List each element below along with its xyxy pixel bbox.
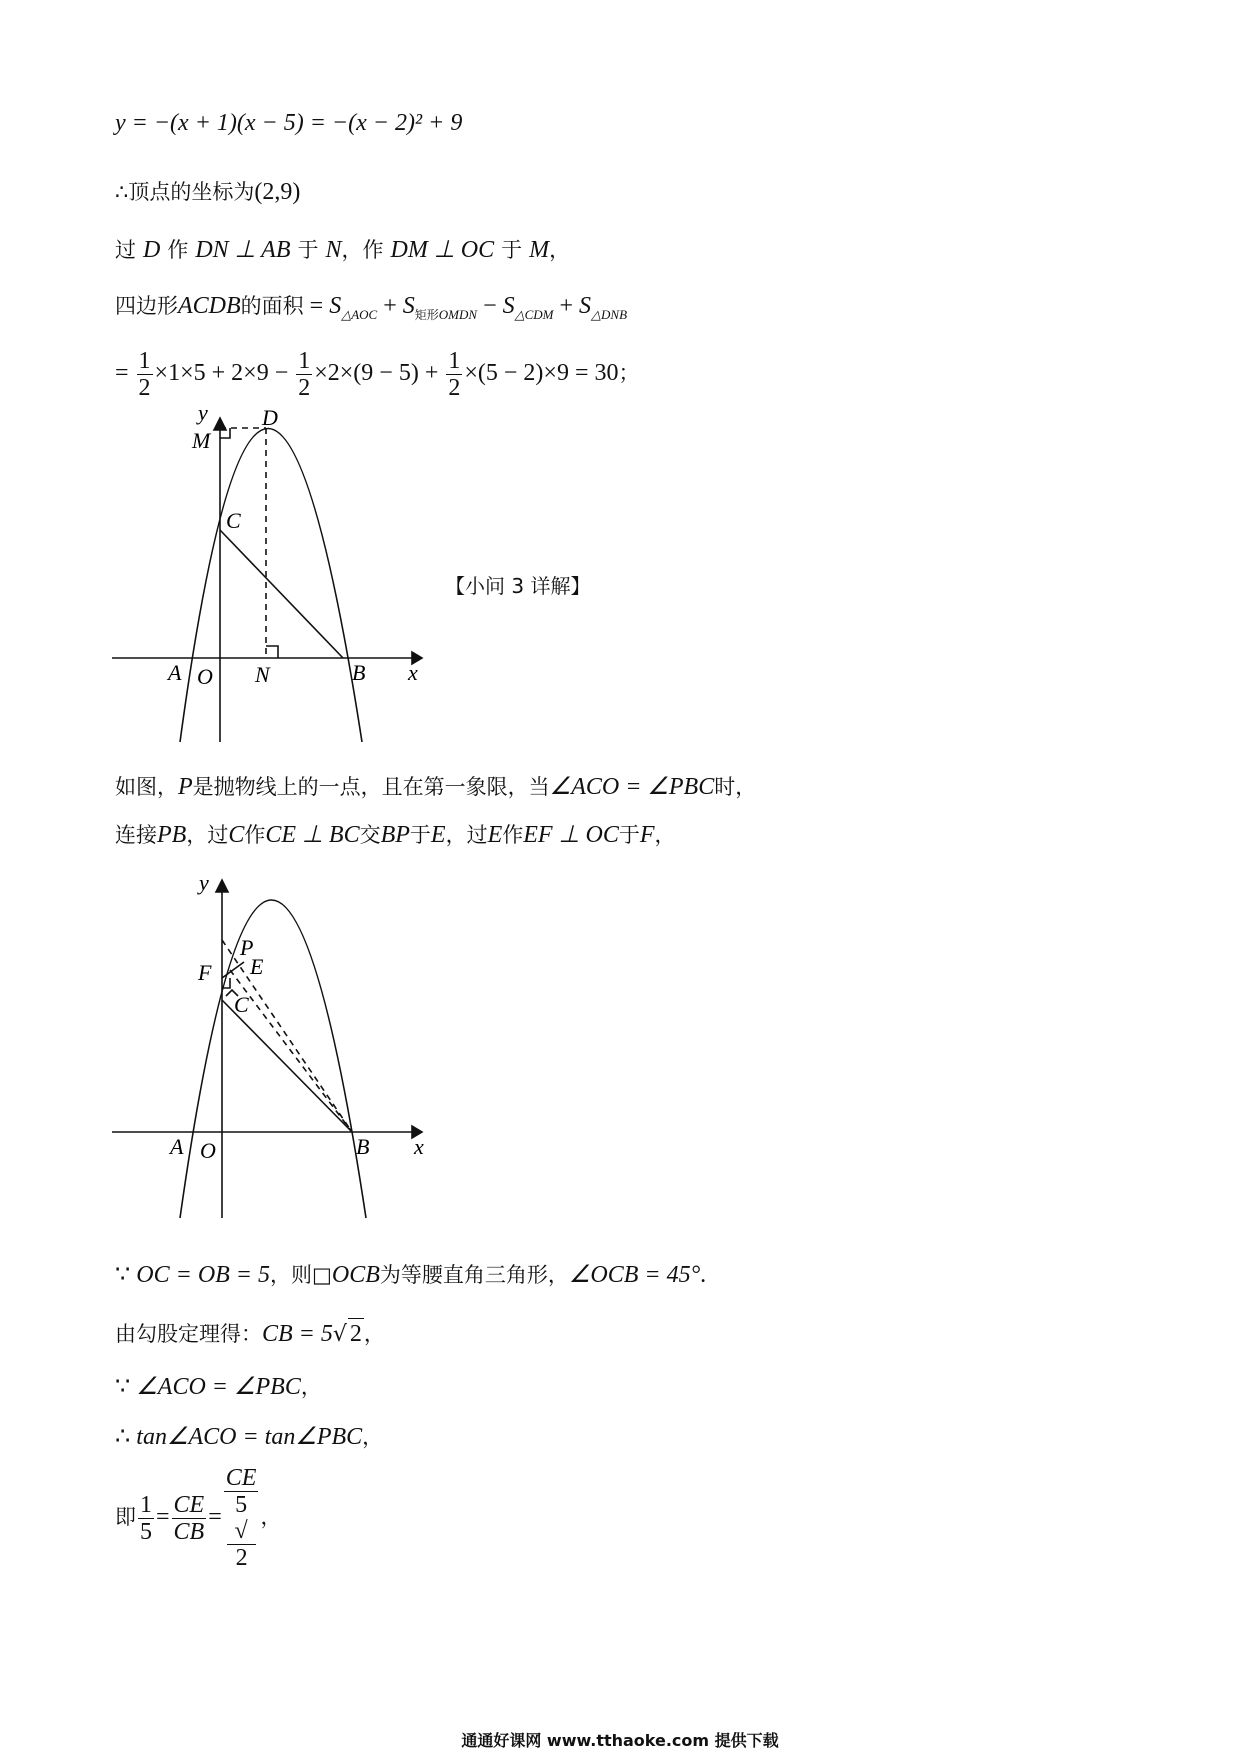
ratio-line	[115, 1465, 281, 1571]
area-formula-line: 四边形ACDB的面积 = $S_{\triangle AOC} + S_{矩形OMDN} - S_{\triangle CDM} + S_{\triangle DNB}$	[115, 293, 628, 322]
denominator: 2	[138, 374, 151, 401]
fraction	[446, 348, 462, 401]
fraction	[137, 348, 153, 401]
parabola-curve	[180, 429, 362, 743]
denominator: CB	[173, 1518, 205, 1545]
equation-vertex-form: y = −(x + 1)(x − 5) = −(x − 2)² + 9	[115, 110, 463, 136]
segment-CB	[220, 530, 343, 658]
math-seg: F	[639, 822, 655, 848]
math-seg: C	[228, 822, 245, 848]
text-seg: 即	[115, 1505, 136, 1529]
construction-line-1	[115, 235, 570, 266]
text-seg: ，作	[341, 238, 384, 262]
subscript-en: OMDN	[438, 307, 478, 322]
numerator: 1	[448, 347, 461, 374]
math-seg: ∵	[115, 1262, 137, 1288]
angle-equal-line	[115, 1372, 322, 1403]
text-seg: 是抛物线上的一点，且在第一象限，当	[192, 775, 550, 799]
fraction	[224, 1465, 259, 1571]
numerator: CE	[173, 1491, 205, 1518]
label-E: E	[250, 954, 264, 979]
label-M: M	[192, 428, 211, 453]
denominator: 2	[448, 374, 461, 401]
label-F: F	[198, 960, 212, 985]
text-seg: 如图，	[115, 775, 178, 799]
math-seg: OCB	[331, 1262, 380, 1288]
text-seg: ；	[618, 361, 640, 385]
label-x: x	[408, 660, 418, 685]
label-P: P	[240, 935, 254, 960]
text-seg: ，过	[445, 823, 488, 847]
text-seg: 四边形	[115, 294, 178, 318]
math-seg: P	[178, 774, 193, 800]
fraction	[138, 1492, 154, 1545]
tan-equal-line	[115, 1422, 383, 1453]
isosceles-line	[115, 1260, 706, 1291]
construction-line-2	[115, 820, 676, 851]
segment-CE	[222, 962, 244, 978]
denominator-coef: 5	[235, 1492, 248, 1518]
text-seg: ，	[654, 823, 676, 847]
label-A: A	[170, 1134, 184, 1159]
text-seg: 于	[409, 823, 431, 847]
text-seg: 交	[359, 823, 381, 847]
text-seg: ，	[549, 238, 571, 262]
numerator: 1	[298, 347, 311, 374]
text-seg: 为等腰直角三角形，	[379, 1263, 569, 1287]
text-seg: 过	[115, 238, 136, 262]
right-angle-N	[266, 646, 278, 658]
label-B: B	[356, 1134, 370, 1159]
problem-3-statement	[115, 772, 756, 803]
text-seg: ，	[363, 1322, 385, 1346]
subscript: △AOC	[341, 307, 378, 322]
text-seg: 时，	[714, 775, 757, 799]
label-y: y	[198, 405, 208, 425]
numerator: CE	[225, 1465, 257, 1491]
math-seg: E	[487, 822, 503, 848]
text-seg: 于	[618, 823, 640, 847]
footer-watermark: 通通好课网 www.tthaoke.com 提供下载	[461, 1731, 779, 1750]
math-seg: CB = 5	[262, 1321, 333, 1347]
text-seg: ，	[260, 1505, 282, 1529]
quad-name: ACDB	[178, 293, 241, 319]
math-seg: N	[325, 237, 342, 263]
math-seg: E	[430, 822, 446, 848]
fraction	[296, 348, 312, 401]
denominator: 2	[298, 374, 311, 401]
math-seg: =	[115, 360, 135, 386]
math-seg: ∴	[115, 1424, 137, 1450]
label-O: O	[200, 1138, 216, 1163]
math-seg: ∠ACO = ∠PBC	[136, 1374, 301, 1400]
label-A: A	[168, 660, 182, 685]
math-seg: =	[156, 1504, 170, 1530]
subscript	[415, 307, 477, 322]
math-seg: OC = OB = 5	[136, 1262, 271, 1288]
vertex-coordinate-line	[115, 177, 300, 208]
math-seg: D	[143, 237, 161, 263]
math-seg: DN ⊥ AB	[195, 237, 291, 263]
subscript: △DNB	[591, 307, 628, 322]
vertex-coords: (2,9)	[254, 179, 301, 205]
math-seg: ∠OCB = 45°	[568, 1262, 701, 1288]
math-seg: ∵	[115, 1374, 137, 1400]
radicand: 2	[227, 1544, 257, 1571]
text-seg: 作	[167, 238, 189, 262]
vertex-text: ∴顶点的坐标为	[115, 180, 255, 204]
text-seg: 于	[297, 238, 319, 262]
subscript: △CDM	[514, 307, 554, 322]
math-seg: ×2×(9 − 5) +	[314, 360, 445, 386]
text-seg: ，过	[186, 823, 229, 847]
denominator: 5 √ 2	[224, 1492, 259, 1571]
section-heading: 【小问 3 详解】	[445, 574, 591, 598]
math-seg: EF ⊥ OC	[523, 822, 619, 848]
math-seg: ∠ACO = ∠PBC	[549, 774, 715, 800]
label-y: y	[199, 870, 209, 895]
figure-1-parabola	[110, 405, 430, 750]
label-O: O	[197, 664, 213, 689]
math-seg: =	[208, 1504, 222, 1530]
math-seg: PB	[157, 822, 187, 848]
segment-CB	[222, 1000, 352, 1132]
denominator: 5	[140, 1518, 152, 1545]
math-seg: BP	[380, 822, 410, 848]
math-seg: DM ⊥ OC	[390, 237, 495, 263]
label-x: x	[414, 1134, 424, 1159]
area-computation-line	[115, 343, 639, 404]
math-seg: tan∠ACO = tan∠PBC	[136, 1424, 363, 1450]
text-seg: 作	[244, 823, 266, 847]
numerator: 1	[140, 1491, 152, 1518]
text-seg: ，	[300, 1375, 322, 1399]
text-seg: ，则	[270, 1263, 313, 1287]
text-seg: 作	[502, 823, 524, 847]
figure-2-parabola	[110, 865, 440, 1225]
text-seg: □	[312, 1263, 332, 1287]
math-seg: ×1×5 + 2×9 −	[154, 360, 295, 386]
subscript-cn: 矩形	[414, 308, 439, 322]
text-seg: 的面积	[240, 294, 304, 318]
y-axis-arrow	[216, 880, 228, 892]
pythagoras-line: 由勾股定理得：CB = 5√ 2，	[115, 1318, 385, 1350]
parabola-curve	[180, 900, 366, 1218]
numerator: 1	[138, 347, 151, 374]
math-seg: M	[529, 237, 550, 263]
math-seg: CE ⊥ BC	[265, 822, 360, 848]
text-seg: ，	[362, 1425, 384, 1449]
label-B: B	[352, 660, 366, 685]
label-C: C	[234, 992, 249, 1017]
label-N: N	[255, 662, 270, 687]
text-seg: 由勾股定理得：	[115, 1322, 262, 1346]
radicand: 2	[348, 1318, 364, 1349]
math-seg: .	[700, 1262, 707, 1288]
text-seg: 连接	[115, 823, 157, 847]
label-D: D	[262, 405, 278, 430]
label-C: C	[226, 508, 241, 533]
text-seg: 于	[501, 238, 523, 262]
math-seg: ×(5 − 2)×9 = 30	[464, 360, 619, 386]
fraction	[172, 1492, 207, 1545]
